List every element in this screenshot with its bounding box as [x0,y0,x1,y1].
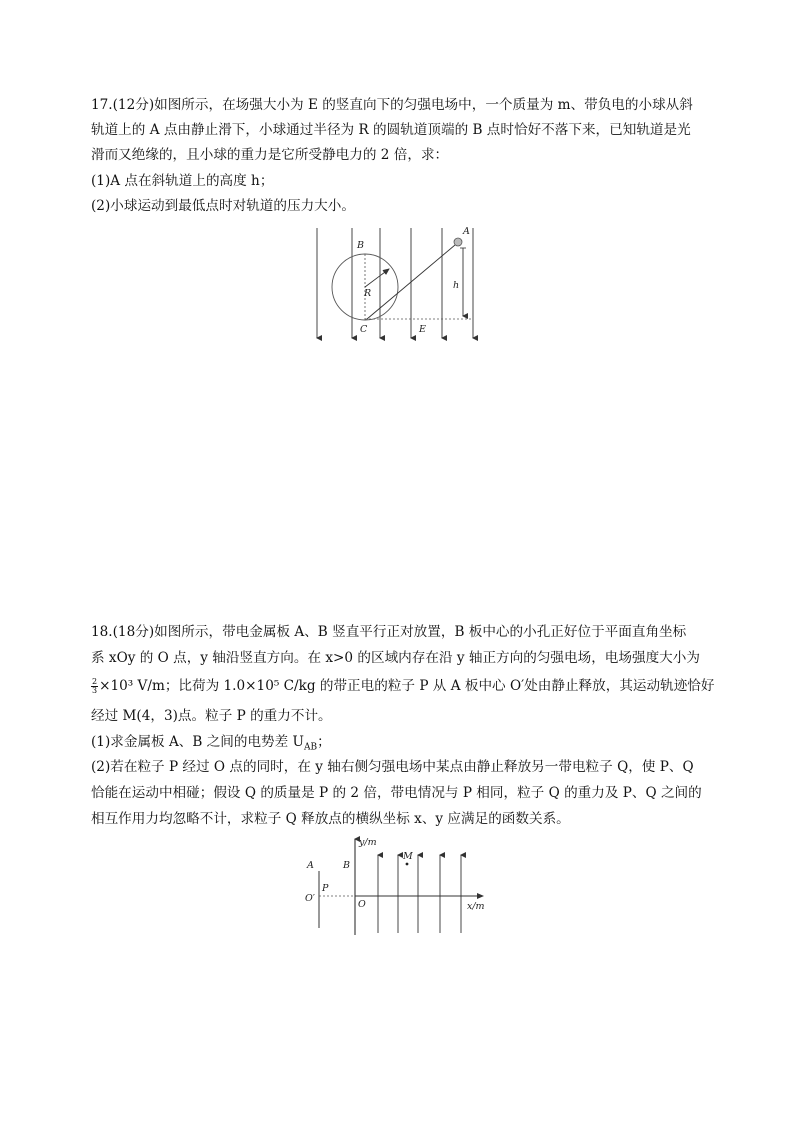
problem-18-question-2-line-3: 相互作用力均忽略不计，求粒子 Q 释放点的横纵坐标 x、y 应满足的函数关系。 [91,811,570,827]
point-M [406,863,409,866]
problem-18-line-3-text: ×10³ V/m；比荷为 1.0×10⁵ C/kg 的带正电的粒子 P 从 A 板中心 O′处由静止释放，其运动轨迹恰好 [99,678,715,694]
problem-18-line-4: 经过 M(4，3)点。粒子 P 的重力不计。 [91,708,332,724]
problem-18-figure [295,833,495,941]
label-A: A [307,860,314,871]
label-E: E [419,324,426,335]
problem-17-line-1: 17.(12分)如图所示，在场强大小为 E 的竖直向下的匀强电场中，一个质量为 m、带负电的小球从斜 [91,97,693,113]
label-B: B [343,860,350,871]
problem-18-line-1: 18.(18分)如图所示，带电金属板 A、B 竖直平行正对放置，B 板中心的小孔正好位于平面直角坐标 [91,624,687,640]
question-1-text: (1)求金属板 A、B 之间的电势差 U [91,734,305,750]
ball [454,238,462,246]
problem-18-question-2-line-1: (2)若在粒子 P 经过 O 点的同时，在 y 轴右侧匀强电场中某点由静止释放另一带电粒子 Q，使 P、Q [91,759,694,775]
fraction-two-thirds [91,678,98,695]
problem-17-question-1: (1)A 点在斜轨道上的高度 h； [91,173,274,189]
problem-17-line-3: 滑而又绝缘的，且小球的重力是它所受静电力的 2 倍，求： [91,147,449,163]
fraction-denominator: 3 [92,686,98,695]
problem-18-question-1 [91,733,331,757]
label-Oprime: O′ [305,893,315,904]
problem-18-line-2: 系 xOy 的 O 点，y 轴沿竖直方向。在 x>0 的区域内存在沿 y 轴正方向的匀强电场，电场强度大小为 [91,650,700,666]
fraction-numerator: 2 [92,677,98,686]
label-h: h [453,280,460,291]
label-B: B [357,240,364,251]
problem-17-line-2: 轨道上的 A 点由静止滑下，小球通过半径为 R 的圆轨道顶端的 B 点时恰好不落下来，已知轨道是光 [91,122,691,138]
radius-arrow [365,269,389,287]
label-A: A [463,226,470,237]
label-xm: x/m [467,901,485,912]
label-P: P [322,883,329,894]
label-M: M [403,851,413,862]
question-1-end: ； [317,734,331,750]
subscript-ab: AB [304,742,318,753]
label-R: R [364,288,372,299]
problem-17-question-2: (2)小球运动到最低点时对轨道的压力大小。 [91,198,355,214]
problem-18-question-2-line-2: 恰能在运动中相碰；假设 Q 的质量是 P 的 2 倍，带电情况与 P 相同，粒子 Q 的重力及 P、Q 之间的 [91,785,702,801]
label-O: O [358,899,366,910]
problem-18-line-3 [91,677,715,695]
label-ym: y/m [359,837,377,848]
label-C: C [360,324,368,335]
problem-17-figure [305,222,495,342]
